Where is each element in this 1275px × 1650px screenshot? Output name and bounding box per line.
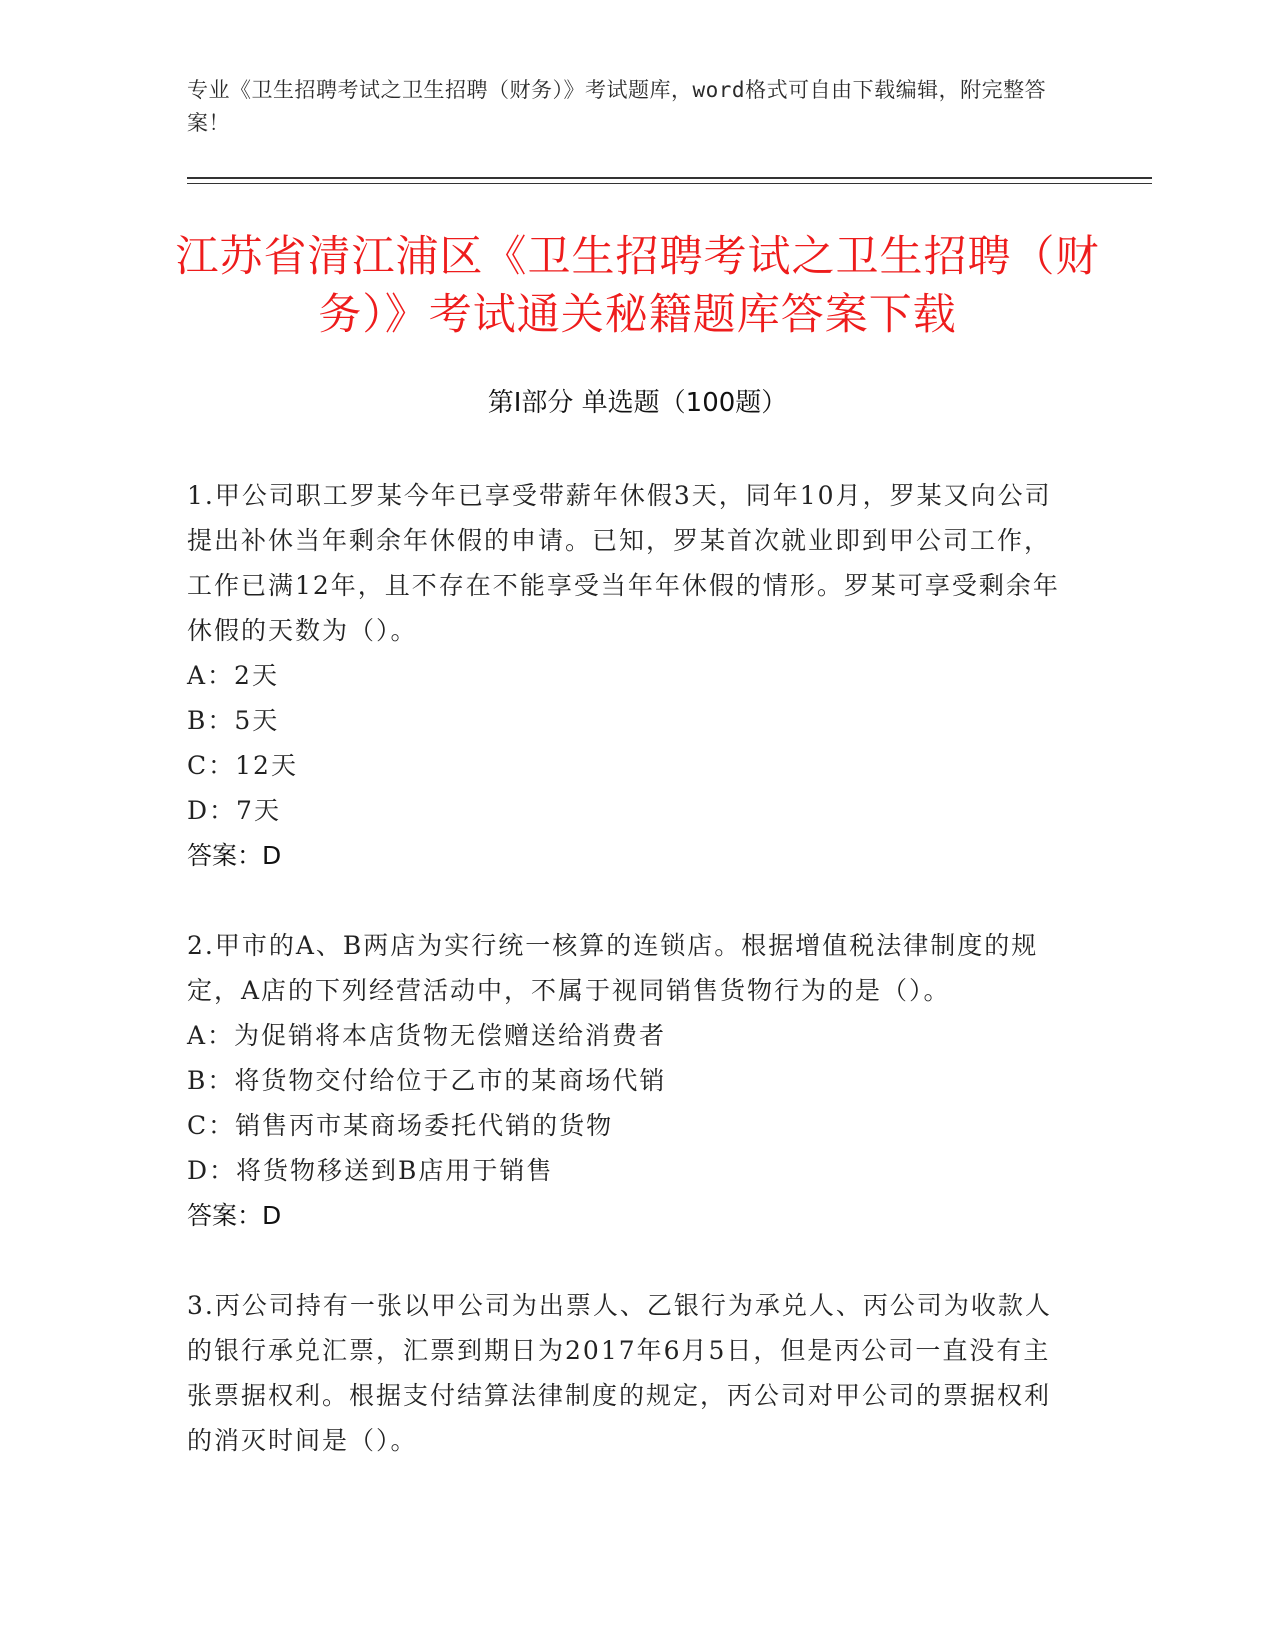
option-d: D：7天 [187, 796, 281, 825]
option-b: B：将货物交付给位于乙市的某商场代销 [187, 1066, 667, 1095]
option-b: B：5天 [187, 706, 280, 735]
header-divider-thin [187, 183, 1152, 184]
option-d: D：将货物移送到B店用于销售 [187, 1156, 554, 1185]
question-1 [187, 473, 1067, 878]
question-3 [187, 1283, 1067, 1463]
section-heading: 第Ⅰ部分 单选题（100题） [487, 388, 788, 418]
question-stem: 3.丙公司持有一张以甲公司为出票人、乙银行为承兑人、丙公司为收款人的银行承兑汇票，汇票到期日为2017年6月5日，但是丙公司一直没有主张票据权利。根据支付结算法律制度的规定，丙公司对甲公司的票据权利的消灭时间是（）。 [187, 1291, 1052, 1455]
question-2 [187, 923, 1067, 1238]
question-stem: 2.甲市的A、B两店为实行统一核算的连锁店。根据增值税法律制度的规定，A店的下列经营活动中，不属于视同销售货物行为的是（）。 [187, 931, 1039, 1005]
header-note: 专业《卫生招聘考试之卫生招聘（财务）》考试题库，word格式可自由下载编辑，附完整答案！ [187, 78, 1047, 135]
option-c: C：12天 [187, 751, 298, 780]
option-a: A：为促销将本店货物无偿赠送给消费者 [187, 1021, 667, 1050]
option-c: C：销售丙市某商场委托代销的货物 [187, 1111, 614, 1140]
question-stem: 1.甲公司职工罗某今年已享受带薪年休假3天，同年10月，罗某又向公司提出补休当年剩余年休假的申请。已知，罗某首次就业即到甲公司工作，工作已满12年，且不存在不能享受当年年休假的情形。罗某可享受剩余年休假的天数为（）。 [187, 481, 1060, 645]
option-a: A：2天 [187, 661, 279, 690]
answer: 答案：D [187, 1201, 282, 1230]
answer: 答案：D [187, 841, 282, 870]
document-title: 江苏省清江浦区《卫生招聘考试之卫生招聘（财务）》考试通关秘籍题库答案下载 [175, 232, 1100, 340]
header-divider-thick [187, 177, 1152, 179]
